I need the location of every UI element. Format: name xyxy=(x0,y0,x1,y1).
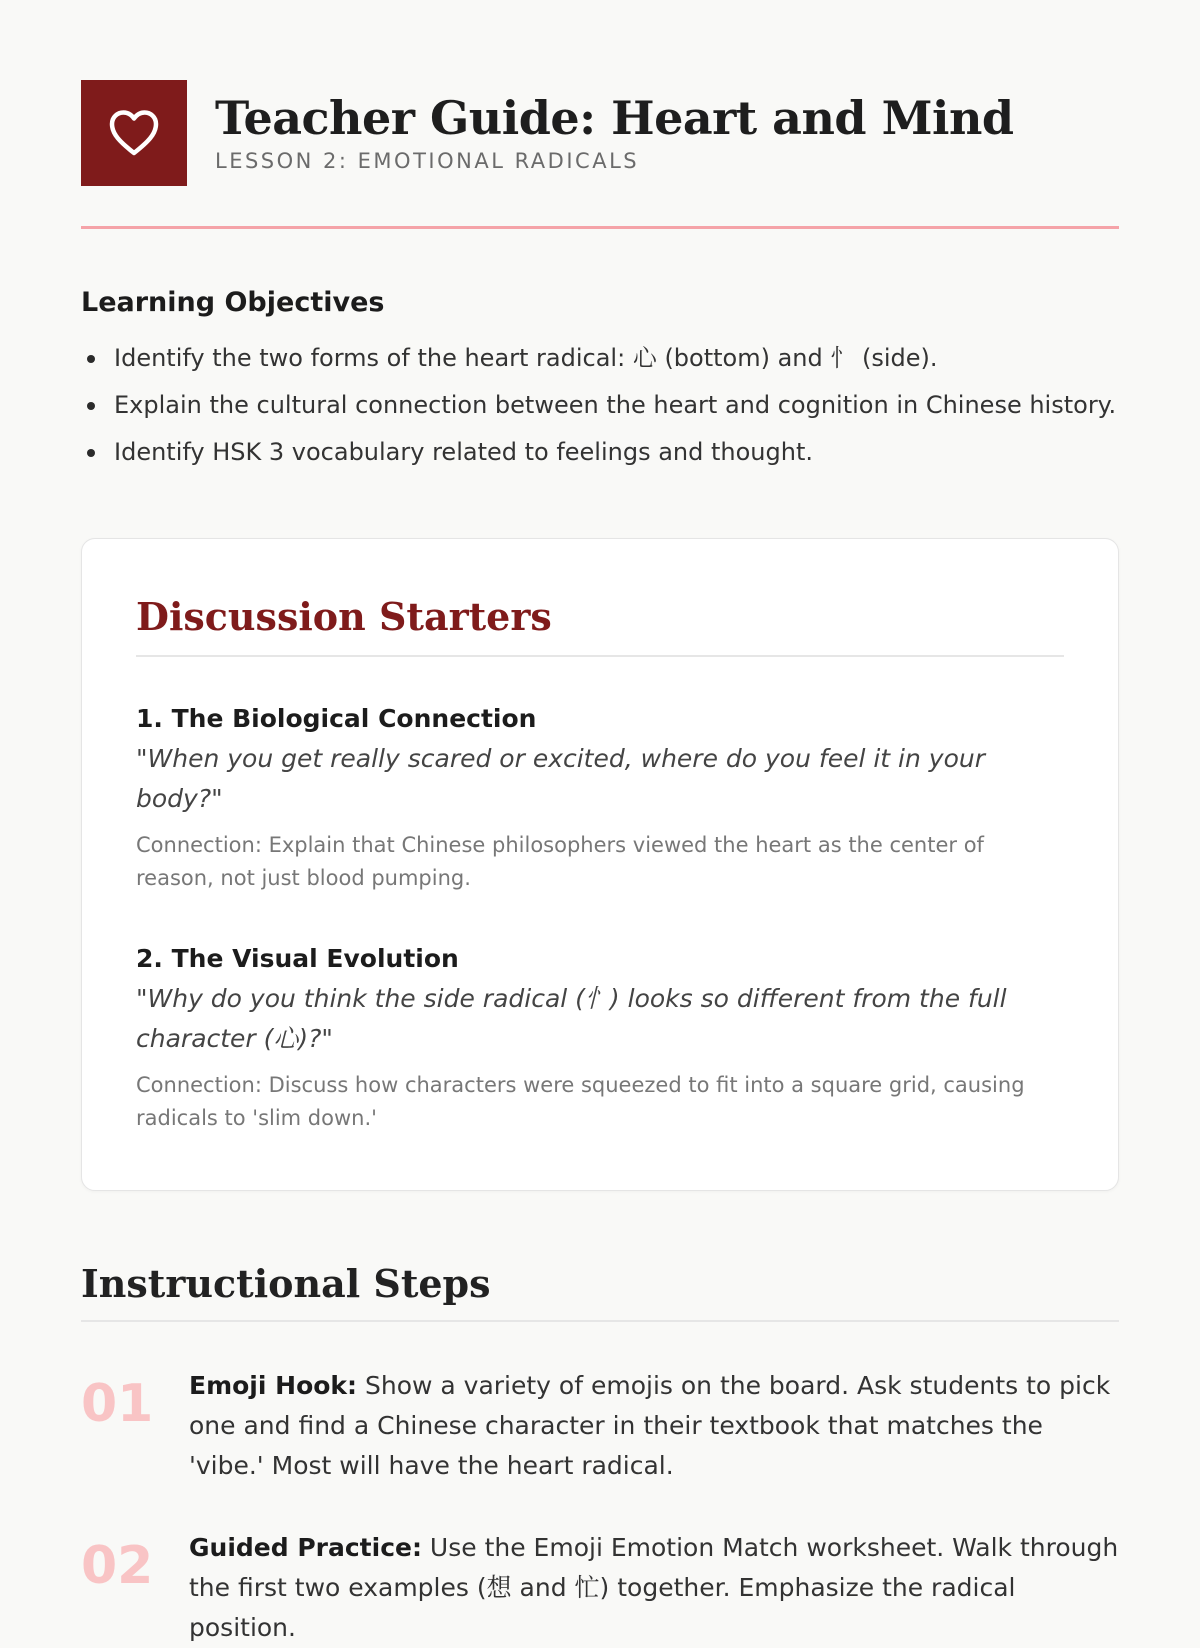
page-title: Teacher Guide: Heart and Mind xyxy=(215,90,1014,145)
title-block xyxy=(215,90,1014,174)
prompt-connection-note: Connection: Explain that Chinese philosophers viewed the heart as the center of reason, not just blood pumping. xyxy=(136,833,984,890)
discussion-prompt xyxy=(136,701,1064,895)
prompt-question: "When you get really scared or excited, where do you feel it in your body?" xyxy=(136,744,985,813)
steps-title: Instructional Steps xyxy=(81,1261,1119,1322)
objectives-heading: Learning Objectives xyxy=(81,287,385,318)
objective-item: Explain the cultural connection between the heart and cognition in Chinese history. xyxy=(81,385,1119,425)
page-subtitle: LESSON 2: EMOTIONAL RADICALS xyxy=(215,149,640,174)
discussion-title: Discussion Starters xyxy=(136,594,1064,657)
heart-outline-icon xyxy=(108,109,160,157)
step-lead: Emoji Hook: xyxy=(189,1371,358,1400)
prompt-heading: 2. The Visual Evolution xyxy=(136,944,459,973)
step-item xyxy=(81,1528,1119,1648)
step-number: 01 xyxy=(81,1374,154,1434)
step-number: 02 xyxy=(81,1536,154,1596)
prompt-heading: 1. The Biological Connection xyxy=(136,704,537,733)
objective-item: Identify HSK 3 vocabulary related to feelings and thought. xyxy=(81,432,1119,472)
step-description: Use the Emoji Emotion Match worksheet. Walk through the first two examples (想 and 忙) together. Emphasize the radical position. xyxy=(189,1533,1119,1642)
heart-logo xyxy=(81,80,187,186)
learning-objectives-section xyxy=(81,287,1119,472)
step-item xyxy=(81,1366,1119,1486)
prompt-connection-note: Connection: Discuss how characters were squeezed to fit into a square grid, causing radicals to 'slim down.' xyxy=(136,1073,1025,1130)
discussion-prompt xyxy=(136,941,1064,1135)
discussion-starters-card xyxy=(81,538,1119,1191)
step-lead: Guided Practice: xyxy=(189,1533,422,1562)
step-description: Show a variety of emojis on the board. Ask students to pick one and find a Chinese character in their textbook that matches the 'vibe.' Most will have the heart radical. xyxy=(189,1371,1111,1480)
instructional-steps-section xyxy=(81,1261,1119,1648)
step-body xyxy=(189,1366,1119,1486)
header-divider xyxy=(81,226,1119,229)
prompt-question: "Why do you think the side radical (忄) looks so different from the full character (心)?" xyxy=(136,984,1007,1053)
objectives-list xyxy=(81,338,1119,472)
step-body xyxy=(189,1528,1119,1648)
objective-item: Identify the two forms of the heart radical: 心 (bottom) and 忄 (side). xyxy=(81,338,1119,378)
page-header xyxy=(81,80,1119,186)
